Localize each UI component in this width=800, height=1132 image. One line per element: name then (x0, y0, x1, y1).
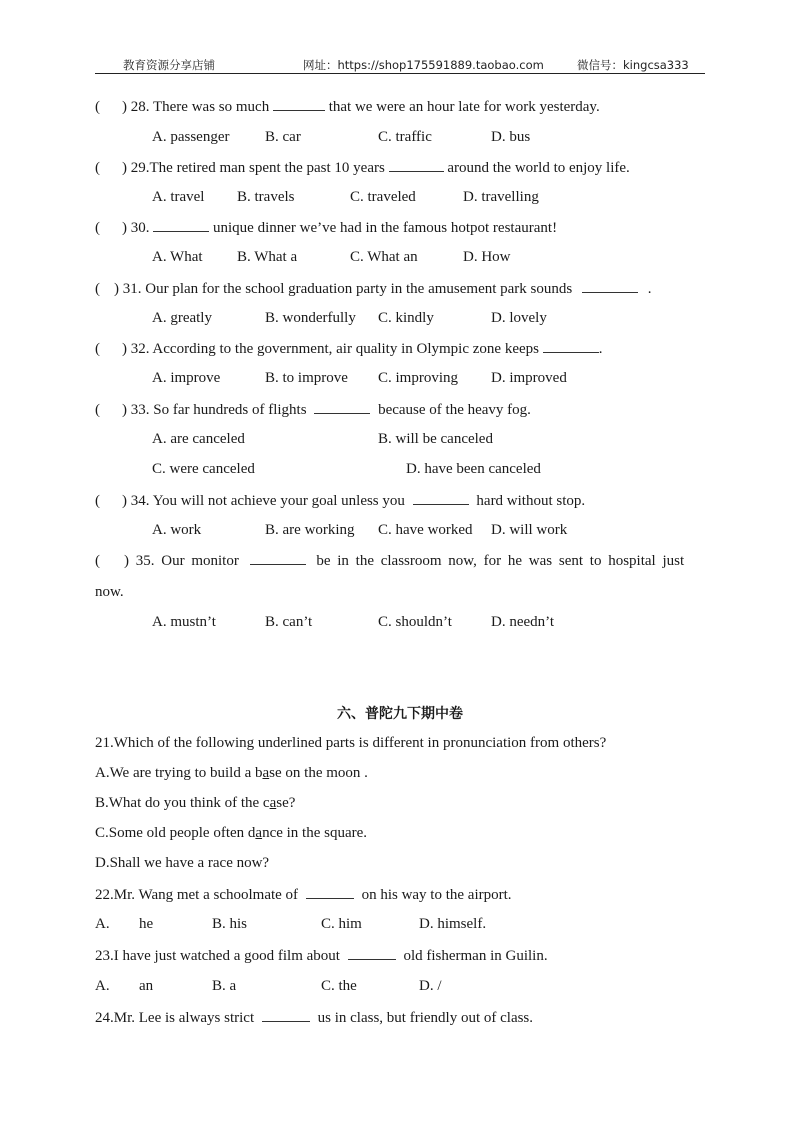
section-title: 六、普陀九下期中卷 (337, 706, 463, 722)
answer-blank (273, 96, 325, 111)
answer-blank (262, 1007, 310, 1022)
answer-blank (306, 884, 354, 899)
header-url: 网址：https://shop175591889.taobao.com (303, 58, 544, 72)
q22-option-b: B. his (212, 916, 248, 932)
answer-blank (413, 490, 469, 505)
q21-option-c (95, 823, 367, 843)
question-35-continuation: now. (95, 584, 124, 600)
paren-open: ( (95, 160, 100, 176)
answer-blank (153, 217, 209, 232)
q31-option-d: D. lovely (491, 310, 547, 326)
q23-option-a-letter: A. (95, 978, 110, 994)
q29-option-c: C. traveled (350, 189, 416, 205)
q30-option-a: A. What (152, 249, 203, 265)
q23-option-b: B. a (212, 978, 237, 994)
question-22 (95, 884, 512, 905)
header-shop-name: 教育资源分享店铺 (123, 58, 215, 72)
q28-option-d: D. bus (491, 129, 531, 145)
q32-option-b: B. to improve (265, 370, 348, 386)
q21-option-b (95, 793, 295, 813)
underlined-letter: a (255, 825, 263, 841)
paren-close: ) (114, 281, 119, 297)
question-33 (95, 399, 531, 420)
q31-option-a: A. greatly (152, 310, 212, 326)
paren-close: ) (122, 493, 127, 509)
q35-option-b: B. can’t (265, 614, 313, 630)
answer-blank (389, 157, 444, 172)
q33-option-a: A. are canceled (152, 431, 245, 447)
option-text-end: se on the moon . (269, 765, 368, 781)
paren-open: ( (95, 220, 100, 236)
option-text: B.What do you think of the c (95, 795, 270, 811)
q33-option-c: C. were canceled (152, 461, 255, 477)
q35-option-c: C. shouldn’t (378, 614, 452, 630)
q23-option-a: an (139, 978, 154, 994)
q29-option-b: B. travels (237, 189, 295, 205)
question-text-end: . (647, 281, 652, 297)
question-text: 32. According to the government, air quality in Olympic zone keeps (130, 341, 539, 357)
option-text: A.We are trying to build a b (95, 765, 263, 781)
paren-open: ( (95, 553, 100, 569)
question-text: 23.I have just watched a good film about (95, 948, 340, 964)
answer-blank (348, 945, 396, 960)
q34-option-d: D. will work (491, 522, 568, 538)
question-28 (95, 96, 600, 117)
q34-option-b: B. are working (265, 522, 355, 538)
paren-open: ( (95, 281, 100, 297)
answer-blank (582, 278, 638, 293)
question-text: 33. So far hundreds of flights (130, 402, 307, 418)
question-text-end: old fisherman in Guilin. (403, 948, 548, 964)
q28-option-b: B. car (265, 129, 301, 145)
question-text: 22.Mr. Wang met a schoolmate of (95, 887, 299, 903)
q28-option-c: C. traffic (378, 129, 432, 145)
q30-option-c: C. What an (350, 249, 418, 265)
question-34 (95, 490, 585, 511)
underlined-letter: a (269, 795, 277, 811)
question-text: 28. There was so much (130, 99, 270, 115)
q22-option-d: D. himself. (419, 916, 487, 932)
question-text-end: because of the heavy fog. (378, 402, 531, 418)
q35-option-a: A. mustn’t (152, 614, 216, 630)
paren-close: ) (122, 220, 127, 236)
page-header (95, 57, 705, 74)
q21-option-d: D.Shall we have a race now? (95, 855, 270, 871)
option-text-end: nce in the square. (262, 825, 368, 841)
answer-blank (250, 550, 306, 565)
q32-option-c: C. improving (378, 370, 459, 386)
question-text-end: be in the classroom now, for he was sent to hospital just (316, 553, 685, 569)
q29-option-d: D. travelling (463, 189, 539, 205)
question-24 (95, 1007, 533, 1028)
question-23 (95, 945, 548, 966)
paren-close: ) (122, 99, 127, 115)
option-text: C.Some old people often d (95, 825, 256, 841)
question-text-end: . (598, 341, 603, 357)
q30-option-d: D. How (463, 249, 511, 265)
q21-option-a (95, 763, 368, 783)
q31-option-c: C. kindly (378, 310, 434, 326)
question-30 (95, 217, 557, 238)
q35-option-d: D. needn’t (491, 614, 555, 630)
q29-option-a: A. travel (152, 189, 205, 205)
answer-blank (314, 399, 370, 414)
paren-open: ( (95, 493, 100, 509)
paren-open: ( (95, 341, 100, 357)
q34-option-a: A. work (152, 522, 202, 538)
q22-option-a-letter: A. (95, 916, 110, 932)
q30-option-b: B. What a (237, 249, 298, 265)
question-35 (95, 550, 705, 571)
q23-option-d: D. / (419, 978, 442, 994)
q32-option-a: A. improve (152, 370, 221, 386)
q32-option-d: D. improved (491, 370, 567, 386)
question-text: 35. Our monitor (135, 553, 239, 569)
paren-close: ) (124, 553, 129, 569)
underlined-letter: a (262, 765, 270, 781)
paren-open: ( (95, 402, 100, 418)
question-text-end: us in class, but friendly out of class. (317, 1010, 534, 1026)
question-text-end: on his way to the airport. (361, 887, 512, 903)
q22-option-c: C. him (321, 916, 362, 932)
q33-option-b: B. will be canceled (378, 431, 493, 447)
q34-option-c: C. have worked (378, 522, 473, 538)
question-text: 29.The retired man spent the past 10 years (130, 160, 385, 176)
paren-open: ( (95, 99, 100, 115)
question-text: 30. (130, 220, 150, 236)
q33-option-d: D. have been canceled (406, 461, 541, 477)
question-text-end: hard without stop. (476, 493, 586, 509)
option-text-end: se? (276, 795, 296, 811)
q22-option-a: he (139, 916, 154, 932)
question-text-end: that we were an hour late for work yesterday. (328, 99, 600, 115)
q23-option-c: C. the (321, 978, 357, 994)
question-text: 34. You will not achieve your goal unless you (130, 493, 405, 509)
question-text-end: unique dinner we’ve had in the famous hotpot restaurant! (213, 220, 558, 236)
paren-close: ) (122, 402, 127, 418)
question-29 (95, 157, 630, 178)
question-32 (95, 338, 602, 359)
question-31 (95, 278, 651, 299)
paren-close: ) (122, 341, 127, 357)
q31-option-b: B. wonderfully (265, 310, 356, 326)
question-text: 24.Mr. Lee is always strict (95, 1010, 255, 1026)
question-21: 21.Which of the following underlined parts is different in pronunciation from others? (95, 735, 607, 751)
question-text-end: around the world to enjoy life. (447, 160, 630, 176)
q28-option-a: A. passenger (152, 129, 230, 145)
paren-close: ) (122, 160, 127, 176)
question-text: 31. Our plan for the school graduation party in the amusement park sounds (122, 281, 573, 297)
header-wechat: 微信号：kingcsa333 (577, 58, 689, 72)
answer-blank (543, 338, 599, 353)
